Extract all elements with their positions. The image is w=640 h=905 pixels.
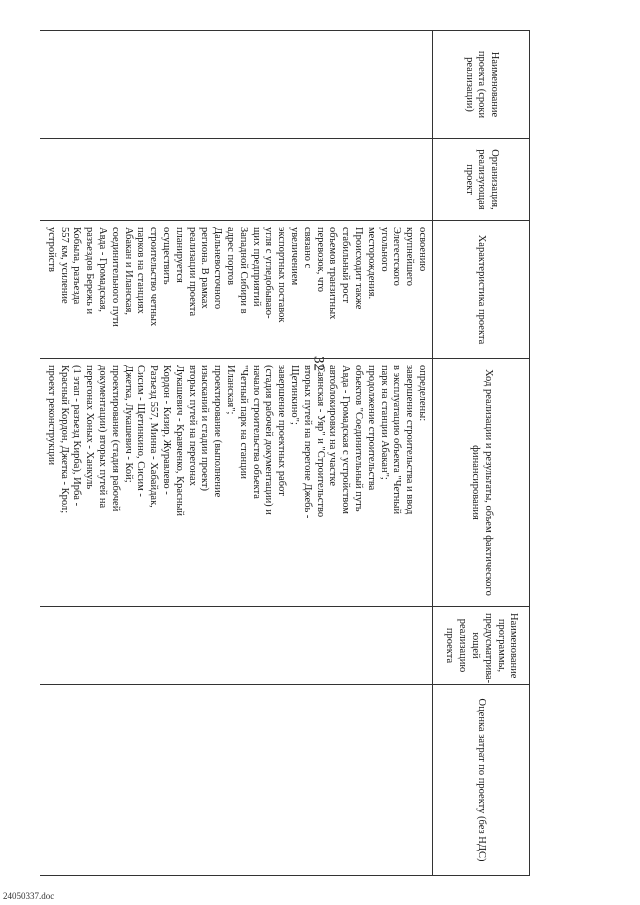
table-row (40, 31, 432, 876)
progress-line: Иланская"; (224, 365, 236, 415)
characteristics-line: угля с угледобываю- (262, 227, 274, 319)
progress-line: документации) вторых путей на (96, 365, 108, 509)
characteristics-line: строительство четных (147, 227, 159, 327)
characteristics-line: реализации проекта (186, 227, 198, 317)
progress-line: объектов "Соединительный путь (352, 365, 364, 512)
progress-line: начало строительства объекта (250, 365, 262, 499)
table-header-row (432, 31, 529, 876)
projects-table (40, 30, 530, 876)
progress-line: проект реконструкции (45, 365, 57, 466)
characteristics-line: освоению (416, 227, 428, 272)
characteristics-line: планируется (173, 227, 185, 283)
progress-line: определены: (416, 365, 428, 422)
characteristics-line: щих предприятий (250, 227, 262, 307)
progress-line: изысканий и стадии проект) (198, 365, 210, 492)
characteristics-line: Кобыла, разъезда (70, 227, 82, 305)
header-characteristics: Характеристика проекта (432, 221, 529, 359)
progress-line: Джетка, Лукашевич - Кой; (122, 365, 134, 483)
cell-cost (40, 685, 432, 876)
characteristics-line: Происходит также (352, 227, 364, 310)
progress-line: Лукашевич - Кравченко, Красный (173, 365, 185, 517)
characteristics-line: месторождения. (365, 227, 377, 300)
cell-project-name (40, 31, 432, 139)
cell-program (40, 607, 432, 685)
progress-line: продолжение строительства (365, 365, 377, 491)
progress-line: парк на станции Абакан"; (378, 365, 390, 480)
characteristics-line: крупнейшего (403, 227, 415, 287)
progress-line: (1 этап - разъезд Кирба), Ирба - (70, 365, 82, 507)
characteristics-line: Абакан и Иланская, (122, 227, 134, 315)
header-project-name: Наименование проекта (сроки реализации) (432, 31, 529, 139)
cell-organization (40, 139, 432, 221)
progress-line: проектирование (выполнение (211, 365, 223, 498)
progress-line: в эксплуатацию объекта "Четный (390, 365, 402, 515)
document-footer-code: 24050337.doc (3, 891, 55, 901)
characteristics-line: Дальневосточного (211, 227, 223, 310)
header-program: Наименование программы, предусматрива-ющей реализацию проекта (432, 607, 529, 685)
characteristics-line: связано с (301, 227, 313, 269)
characteristics-line: соединительного пути (109, 227, 121, 327)
characteristics-line: осуществить (160, 227, 172, 285)
characteristics-line: Авда - Громадская, (96, 227, 108, 313)
header-progress: Ход реализации и результаты, объем фактического финансирования (432, 359, 529, 607)
progress-line: Саянская - Уяр" и "Строительство (314, 365, 326, 518)
characteristics-line: 557 км, усиление (58, 227, 70, 304)
characteristics-line: разъездов Бережь и (83, 227, 95, 315)
characteristics-line: стабильный рост (339, 227, 351, 303)
characteristics-line: объемов транзитных (326, 227, 338, 320)
characteristics-line: региона. В рамках (198, 227, 210, 309)
characteristics-line: перевозок, что (314, 227, 326, 292)
progress-line: Кордон - Кизир, Журавлево - (160, 365, 172, 495)
characteristics-line: Элегестского (390, 227, 402, 286)
page-number: 32 (310, 356, 327, 371)
progress-line: Авда - Громадская с устройством (339, 365, 351, 514)
progress-line: вторых путей на перегоне Джебь - (301, 365, 313, 519)
progress-line: автоблокировки на участке (326, 365, 338, 486)
cell-progress (40, 359, 432, 607)
progress-line: (стадия рабочей документации) и (262, 365, 274, 515)
characteristics-line: угольного (378, 227, 390, 272)
characteristics-line: устройств (45, 227, 57, 272)
characteristics-line: парков на станциях (134, 227, 146, 314)
characteristics-line: экспортных поставок (275, 227, 287, 323)
characteristics-line: Западной Сибири в (237, 227, 249, 314)
header-cost: Оценка затрат по проекту (без НДС) (432, 685, 529, 876)
progress-line: Красный Кордон, Джетка - Крол; (58, 365, 70, 514)
cell-characteristics (40, 221, 432, 359)
progress-line: Сисим - Щетинкино, Сисим - (134, 365, 146, 497)
progress-line: завершение строительства и ввод (403, 365, 415, 515)
progress-line: Разъезд 557, Минна - Хабайдак, (147, 365, 159, 508)
progress-line: перегонах Хоных - Ханкуль (83, 365, 95, 490)
progress-line: вторых путей на перегонах (186, 365, 198, 486)
progress-line: Щетинкино"; (288, 365, 300, 425)
progress-line: "Четный парк на станции (237, 365, 249, 479)
progress-line: завершение проектных работ (275, 365, 287, 496)
rotated-page (33, 30, 608, 875)
characteristics-line: адрес портов (224, 227, 236, 286)
header-organization: Организация, реализующая проект (432, 139, 529, 221)
progress-line: проектирование (стадия рабочей (109, 365, 121, 512)
characteristics-line: увеличением (288, 227, 300, 286)
